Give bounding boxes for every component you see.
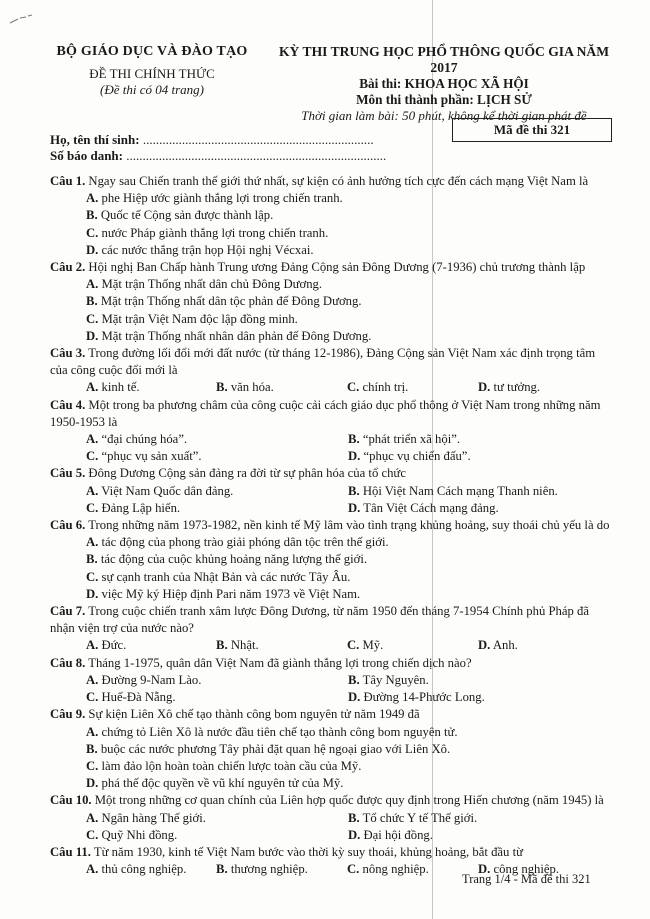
question-text: Trong đường lối đổi mới đất nước (từ tháng 12-1986), Đảng Cộng sản Việt Nam xác định trọng tâm của công cuộc đổi mới là: [50, 346, 596, 378]
option-letter: A.: [86, 810, 99, 825]
answer-option: [50, 569, 610, 586]
option-letter: A.: [86, 432, 99, 447]
option-text: sự cạnh tranh của Nhật Bản và các nước Tây Âu.: [98, 569, 351, 584]
option-text: văn hóa.: [227, 380, 274, 395]
options-row: [50, 637, 610, 654]
option-letter: B.: [348, 672, 360, 687]
option-text: Huế-Đà Nẵng.: [98, 690, 176, 705]
candidate-name-line: [50, 132, 386, 148]
question-number: Câu 6.: [50, 518, 86, 533]
question-stem: [50, 706, 610, 723]
option-text: Ngân hàng Thế giới.: [98, 810, 206, 825]
question: [50, 397, 610, 466]
option-letter: A.: [86, 672, 99, 687]
option-text: Đại hội đồng.: [360, 827, 433, 842]
answer-option: [478, 379, 540, 396]
question: [50, 706, 610, 792]
answer-option: [50, 534, 610, 551]
question-number: Câu 8.: [50, 655, 86, 670]
option-letter: B.: [86, 208, 98, 223]
answer-option: [348, 431, 460, 448]
question-text: Một trong ba phương châm của công cuộc cải cách giáo dục phổ thông ở Việt Nam trong những năm 1950-1953 là: [50, 397, 601, 429]
answer-option: [86, 689, 348, 706]
answer-option: [348, 827, 433, 844]
question-number: Câu 2.: [50, 260, 86, 275]
answer-option: [348, 672, 429, 689]
question-stem: [50, 345, 610, 379]
option-letter: B.: [348, 483, 360, 498]
candidate-id-dots: ................................................................................: [122, 148, 387, 163]
question-text: Ngay sau Chiến tranh thế giới thứ nhất, sự kiện có ảnh hưởng tích cực đến cách mạng Việt Nam là: [85, 174, 589, 188]
option-letter: A.: [86, 277, 99, 292]
question-stem: [50, 844, 610, 861]
option-letter: C.: [347, 380, 360, 395]
answer-option: [50, 724, 610, 741]
option-text: “phát triển xã hội”.: [359, 432, 461, 447]
option-text: phá thế độc quyền về vũ khí nguyên tử của Mỹ.: [98, 776, 344, 791]
question-stem: [50, 173, 610, 190]
question-number: Câu 7.: [50, 604, 86, 619]
option-letter: B.: [216, 638, 228, 653]
option-text: chính trị.: [359, 380, 409, 395]
option-text: thương nghiệp.: [227, 862, 308, 877]
questions-list: [50, 173, 610, 878]
answer-option: [347, 379, 478, 396]
question-number: Câu 11.: [50, 844, 91, 859]
answer-option: [347, 637, 478, 654]
option-text: Đường 14-Phước Long.: [360, 690, 485, 705]
option-text: nông nghiệp.: [359, 862, 429, 877]
question-number: Câu 1.: [50, 174, 86, 188]
candidate-name-label: Họ, tên thí sinh:: [50, 132, 140, 147]
option-letter: C.: [86, 500, 99, 515]
option-letter: C.: [347, 638, 360, 653]
option-letter: C.: [86, 827, 99, 842]
scan-mark-graphic: [8, 14, 34, 26]
answer-option: [50, 551, 610, 568]
option-text: buộc các nước phương Tây phải đặt quan hệ ngoại giao với Liên Xô.: [97, 741, 451, 756]
answer-option: [50, 225, 610, 242]
question-stem: [50, 517, 610, 534]
answer-option: [86, 448, 348, 465]
option-text: Đảng Lập hiến.: [98, 500, 181, 515]
question-number: Câu 5.: [50, 466, 86, 481]
option-text: “đại chúng hóa”.: [98, 432, 188, 447]
answer-option: [216, 861, 347, 878]
question: [50, 655, 610, 707]
option-letter: A.: [86, 535, 99, 550]
question: [50, 259, 610, 345]
option-letter: B.: [348, 810, 360, 825]
question: [50, 517, 610, 603]
options-row: [50, 379, 610, 396]
option-text: các nước thắng trận họp Hội nghị Vécxai.: [98, 242, 314, 257]
exam-title: KỲ THI TRUNG HỌC PHỔ THÔNG QUỐC GIA NĂM 2017: [278, 44, 610, 75]
answer-option: [86, 810, 348, 827]
answer-option: [348, 500, 499, 517]
answer-option: [50, 775, 610, 792]
question-number: Câu 9.: [50, 707, 86, 722]
time-note: Thời gian làm bài: 50 phút, không kể thời gian phát đề: [301, 108, 587, 123]
options-row: [50, 827, 610, 844]
answer-option: [86, 637, 216, 654]
question-number: Câu 4.: [50, 397, 86, 412]
answer-option: [50, 328, 610, 345]
question-stem: [50, 259, 610, 276]
option-letter: D.: [348, 690, 361, 705]
option-text: Mặt trận Thống nhất dân tộc phản đế Đông Dương.: [97, 294, 362, 309]
option-text: Tổ chức Y tế Thế giới.: [359, 810, 478, 825]
answer-option: [86, 827, 348, 844]
answer-option: [50, 741, 610, 758]
option-text: tác động của cuộc khủng hoảng năng lượng thế giới.: [97, 552, 368, 567]
option-text: tác động của phong trào giải phóng dân tộc trên thế giới.: [98, 535, 389, 550]
answer-option: [348, 810, 477, 827]
options-row: [50, 500, 610, 517]
answer-option: [348, 689, 485, 706]
options-row: [50, 672, 610, 689]
answer-option: [86, 861, 216, 878]
question-text: Hội nghị Ban Chấp hành Trung ương Đảng Cộng sản Đông Dương (7-1936) chủ trương thành lập: [85, 260, 586, 275]
option-text: Tân Việt Cách mạng đảng.: [360, 500, 499, 515]
question-text: Từ năm 1930, kinh tế Việt Nam bước vào thời kỳ suy thoái, khủng hoảng, bắt đầu từ: [90, 844, 523, 859]
answer-option: [348, 448, 471, 465]
answer-option: [86, 483, 348, 500]
answer-option: [50, 311, 610, 328]
candidate-id-label: Số báo danh:: [50, 148, 123, 163]
option-letter: B.: [86, 294, 98, 309]
option-text: phe Hiệp ước giành thắng lợi trong chiến tranh.: [98, 191, 343, 206]
option-text: Mỹ.: [359, 638, 384, 653]
answer-option: [50, 293, 610, 310]
answer-option: [347, 861, 478, 878]
options-row: [50, 431, 610, 448]
option-letter: B.: [86, 741, 98, 756]
answer-option: [50, 190, 610, 207]
question-number: Câu 3.: [50, 346, 86, 361]
option-letter: A.: [86, 380, 99, 395]
answer-option: [50, 276, 610, 293]
option-letter: D.: [86, 242, 99, 257]
options-row: [50, 689, 610, 706]
option-text: chứng tỏ Liên Xô là nước đầu tiên chế tạo thành công bom nguyên tử.: [98, 724, 458, 739]
ministry-name: BỘ GIÁO DỤC VÀ ĐÀO TẠO: [56, 44, 248, 59]
options-row: [50, 483, 610, 500]
option-letter: C.: [86, 225, 99, 240]
option-text: Anh.: [490, 638, 518, 653]
answer-option: [86, 431, 348, 448]
option-letter: B.: [216, 862, 228, 877]
option-letter: D.: [348, 500, 361, 515]
option-text: Nhật.: [227, 638, 259, 653]
candidate-id-line: [50, 148, 386, 164]
question: [50, 603, 610, 655]
question-stem: [50, 465, 610, 482]
question: [50, 465, 610, 517]
option-text: Hội Việt Nam Cách mạng Thanh niên.: [359, 483, 558, 498]
option-text: tư tưởng.: [490, 380, 541, 395]
exam-code-box: Mã đề thi 321: [452, 118, 612, 142]
answer-option: [86, 500, 348, 517]
answer-option: [478, 637, 518, 654]
option-text: Mặt trận Thống nhất nhân dân phản đế Đông Dương.: [98, 328, 372, 343]
option-letter: B.: [216, 380, 228, 395]
question-text: Đông Dương Cộng sản đảng ra đời từ sự phân hóa của tổ chức: [85, 466, 406, 481]
option-letter: D.: [348, 449, 361, 464]
option-letter: A.: [86, 724, 99, 739]
option-letter: C.: [86, 758, 99, 773]
question-text: Một trong những cơ quan chính của Liên hợp quốc được quy định trong Hiến chương (năm 1945) là: [91, 793, 604, 808]
option-letter: A.: [86, 191, 99, 206]
answer-option: [50, 242, 610, 259]
answer-option: [348, 483, 558, 500]
option-text: Việt Nam Quốc dân đảng.: [98, 483, 234, 498]
option-text: Mặt trận Việt Nam độc lập đồng minh.: [98, 311, 298, 326]
subject-line: Bài thi: KHOA HỌC XÃ HỘI: [359, 76, 529, 91]
option-text: Mặt trận Thống nhất dân chủ Đông Dương.: [98, 277, 323, 292]
options-row: [50, 810, 610, 827]
answer-option: [86, 379, 216, 396]
option-text: Quốc tế Cộng sản được thành lập.: [97, 208, 274, 223]
question-stem: [50, 603, 610, 637]
question-text: Trong cuộc chiến tranh xâm lược Đông Dương, từ năm 1950 đến tháng 7-1954 Chính phủ Pháp đã nhận viện trợ của nước nào?: [50, 604, 590, 636]
option-letter: D.: [86, 328, 99, 343]
question-text: Tháng 1-1975, quân dân Việt Nam đã giành thắng lợi trong chiến dịch nào?: [85, 655, 472, 670]
option-text: Tây Nguyên.: [359, 672, 429, 687]
option-letter: B.: [86, 552, 98, 567]
option-text: “phục vụ sản xuất”.: [98, 449, 202, 464]
option-letter: D.: [478, 638, 491, 653]
question: [50, 173, 610, 259]
option-letter: D.: [86, 776, 99, 791]
answer-option: [50, 758, 610, 775]
option-letter: D.: [86, 586, 99, 601]
header-right: [270, 44, 618, 124]
option-text: Đức.: [98, 638, 127, 653]
question: [50, 792, 610, 844]
question-number: Câu 10.: [50, 793, 92, 808]
options-row: [50, 448, 610, 465]
option-letter: A.: [86, 483, 99, 498]
option-text: Đường 9-Nam Lào.: [98, 672, 202, 687]
option-letter: B.: [348, 432, 360, 447]
option-letter: C.: [86, 690, 99, 705]
component-line: Môn thi thành phần: LỊCH SỬ: [356, 92, 532, 107]
option-text: kinh tế.: [98, 380, 140, 395]
option-text: làm đảo lộn hoàn toàn chiến lược toàn cầu của Mỹ.: [98, 758, 362, 773]
option-text: việc Mỹ ký Hiệp định Pari năm 1973 về Việt Nam.: [98, 586, 361, 601]
option-letter: C.: [86, 311, 99, 326]
option-letter: C.: [86, 569, 99, 584]
answer-option: [50, 586, 610, 603]
candidate-info: [50, 132, 386, 164]
option-text: “phục vụ chiến đấu”.: [360, 449, 471, 464]
page-footer: Trang 1/4 - Mã đề thi 321: [462, 872, 591, 886]
option-letter: A.: [86, 638, 99, 653]
question-stem: [50, 397, 610, 431]
candidate-name-dots: .......................................................................: [139, 132, 374, 147]
option-text: công nghiệp.: [490, 862, 560, 877]
question: [50, 345, 610, 397]
option-text: Quỹ Nhi đồng.: [98, 827, 178, 842]
answer-option: [216, 379, 347, 396]
option-letter: C.: [86, 449, 99, 464]
option-letter: C.: [347, 862, 360, 877]
option-letter: D.: [478, 862, 491, 877]
option-text: thủ công nghiệp.: [98, 862, 187, 877]
question-text: Sự kiện Liên Xô chế tạo thành công bom nguyên tử năm 1949 đã: [85, 707, 420, 722]
answer-option: [50, 207, 610, 224]
header-left: [36, 44, 268, 98]
question-stem: [50, 655, 610, 672]
answer-option: [216, 637, 347, 654]
option-text: nước Pháp giành thắng lợi trong chiến tranh.: [98, 225, 329, 240]
question-stem: [50, 792, 610, 809]
official-label: ĐỀ THI CHÍNH THỨC: [89, 66, 215, 81]
option-letter: D.: [348, 827, 361, 842]
option-letter: A.: [86, 862, 99, 877]
question-text: Trong những năm 1973-1982, nền kinh tế Mỹ lâm vào tình trạng khủng hoảng, suy thoái chủ yếu là do: [85, 518, 610, 533]
answer-option: [86, 672, 348, 689]
page-count-note: (Đề thi có 04 trang): [100, 82, 204, 97]
option-letter: D.: [478, 380, 491, 395]
